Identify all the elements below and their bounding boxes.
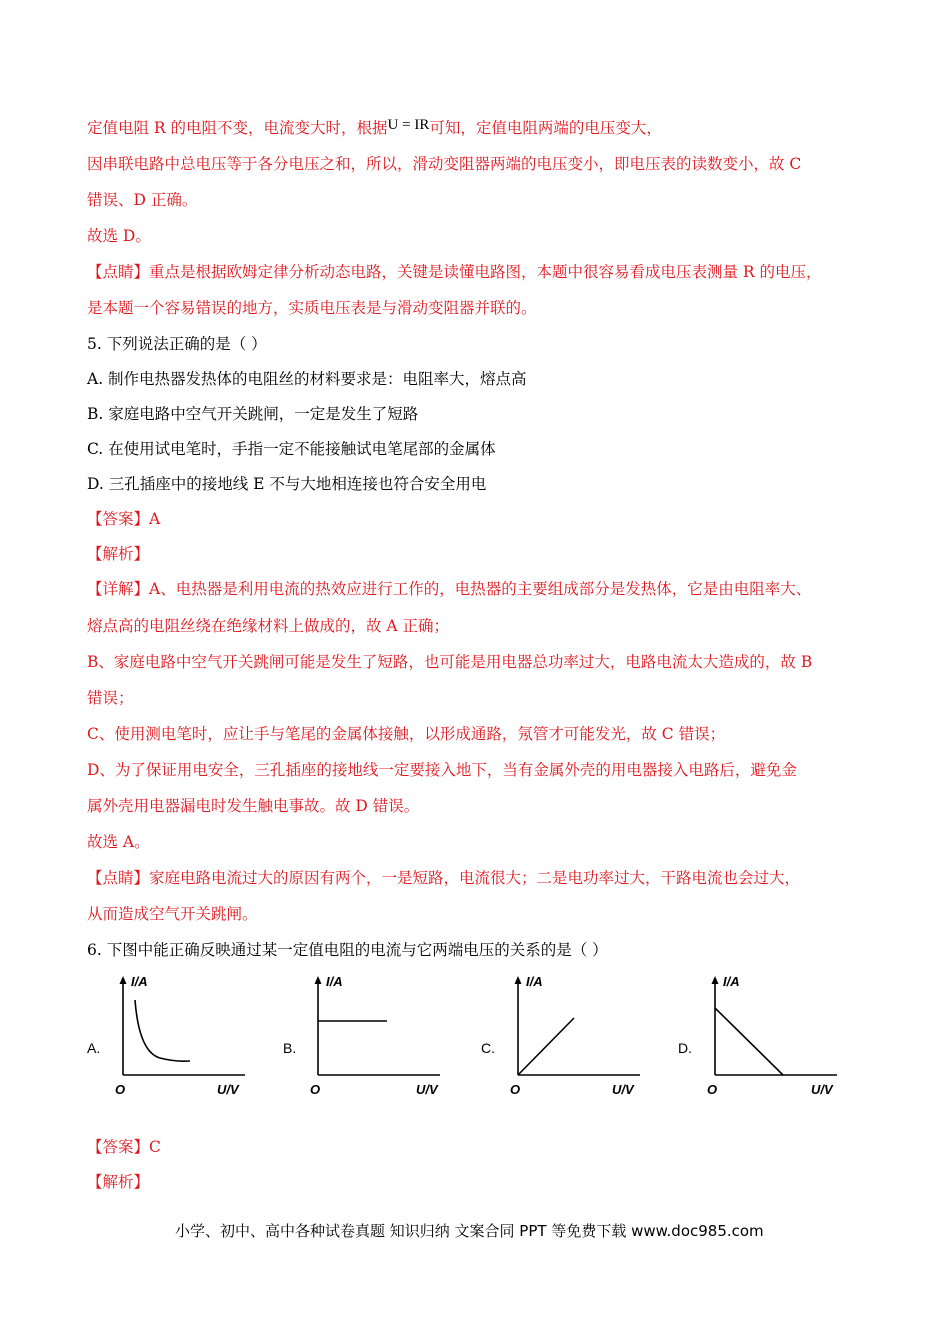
q5-stem: 5. 下列说法正确的是（ ） xyxy=(87,335,267,353)
q5-option-d: D. 三孔插座中的接地线 E 不与大地相连接也符合安全用电 xyxy=(87,475,487,493)
q5-detail-1: 【详解】A、电热器是利用电流的热效应进行工作的，电热器的主要组成部分是发热体，它是由电阻率大、 xyxy=(87,580,812,598)
solution-line-2: 因串联电路中总电压等于各分电压之和，所以，滑动变阻器两端的电压变小，即电压表的读数变小，故 C xyxy=(87,155,802,173)
q5-detail-4: 错误； xyxy=(87,689,134,707)
graph-d xyxy=(697,970,847,1100)
graph-d-x-axis: U/V xyxy=(811,1082,833,1097)
q5-detail-5: C、使用测电笔时，应让手与笔尾的金属体接触，以形成通路，氖管才可能发光，故 C 错误； xyxy=(87,725,726,743)
graph-b-label: B. xyxy=(283,1040,297,1056)
ohms-law-formula: U = IR xyxy=(387,117,430,133)
graph-b-y-axis: I/A xyxy=(326,974,343,989)
solution-text: 定值电阻 R 的电阻不变，电流变大时，根据 xyxy=(87,119,388,137)
graph-b-x-axis: U/V xyxy=(416,1082,438,1097)
graph-a-label: A. xyxy=(87,1040,101,1056)
graph-d-origin: O xyxy=(707,1082,718,1097)
q5-option-c: C. 在使用试电笔时，手指一定不能接触试电笔尾部的金属体 xyxy=(87,440,496,458)
solution-line-3: 错误、D 正确。 xyxy=(87,191,198,209)
q6-analysis-heading: 【解析】 xyxy=(87,1173,150,1191)
q6-answer: 【答案】C xyxy=(87,1138,161,1156)
graph-b xyxy=(300,970,450,1100)
graph-c-y-axis: I/A xyxy=(526,974,543,989)
solution-note-2: 是本题一个容易错误的地方，实质电压表是与滑动变阻器并联的。 xyxy=(87,299,537,317)
graph-c-origin: O xyxy=(510,1082,521,1097)
q5-option-a: A. 制作电热器发热体的电阻丝的材料要求是：电阻率大，熔点高 xyxy=(87,370,527,388)
graph-d-label: D. xyxy=(678,1040,692,1056)
curve-hyperbola xyxy=(135,1000,190,1061)
graph-d-y-axis: I/A xyxy=(723,974,740,989)
q5-answer: 【答案】A xyxy=(87,510,161,528)
graph-a-y-axis: I/A xyxy=(131,974,148,989)
q5-detail-6: D、为了保证用电安全，三孔插座的接地线一定要接入地下，当有金属外壳的用电器接入电路后，避免金 xyxy=(87,761,797,779)
solution-answer-choice: 故选 D。 xyxy=(87,227,151,245)
q5-choice: 故选 A。 xyxy=(87,833,150,851)
solution-line-1 xyxy=(87,118,662,139)
solution-text: 可知，定值电阻两端的电压变大， xyxy=(429,119,662,137)
graph-c xyxy=(500,970,650,1100)
q5-detail-7: 属外壳用电器漏电时发生触电事故。故 D 错误。 xyxy=(87,797,420,815)
solution-note-1: 【点睛】重点是根据欧姆定律分析动态电路，关键是读懂电路图，本题中很容易看成电压表测量 R 的电压， xyxy=(87,263,822,281)
q5-analysis-heading: 【解析】 xyxy=(87,545,150,563)
q5-detail-2: 熔点高的电阻丝绕在绝缘材料上做成的，故 A 正确； xyxy=(87,617,450,635)
q5-note-1: 【点睛】家庭电路电流过大的原因有两个，一是短路，电流很大；二是电功率过大，干路电流也会过大， xyxy=(87,869,801,887)
line-proportional xyxy=(518,1018,574,1075)
page-footer: 小学、初中、高中各种试卷真题 知识归纳 文案合同 PPT 等免费下载 www.doc985.com xyxy=(175,1222,764,1240)
q5-note-2: 从而造成空气开关跳闸。 xyxy=(87,905,258,923)
q6-stem: 6. 下图中能正确反映通过某一定值电阻的电流与它两端电压的关系的是（ ） xyxy=(87,941,608,959)
line-decreasing xyxy=(715,1008,783,1075)
q5-option-b: B. 家庭电路中空气开关跳闸，一定是发生了短路 xyxy=(87,405,419,423)
graph-b-origin: O xyxy=(310,1082,321,1097)
q5-detail-3: B、家庭电路中空气开关跳闸可能是发生了短路，也可能是用电器总功率过大，电路电流太大造成的，故 B xyxy=(87,653,813,671)
graph-a-x-axis: U/V xyxy=(217,1082,239,1097)
graph-c-label: C. xyxy=(481,1040,495,1056)
graph-a-origin: O xyxy=(115,1082,126,1097)
graph-c-x-axis: U/V xyxy=(612,1082,634,1097)
graph-a xyxy=(105,970,255,1100)
